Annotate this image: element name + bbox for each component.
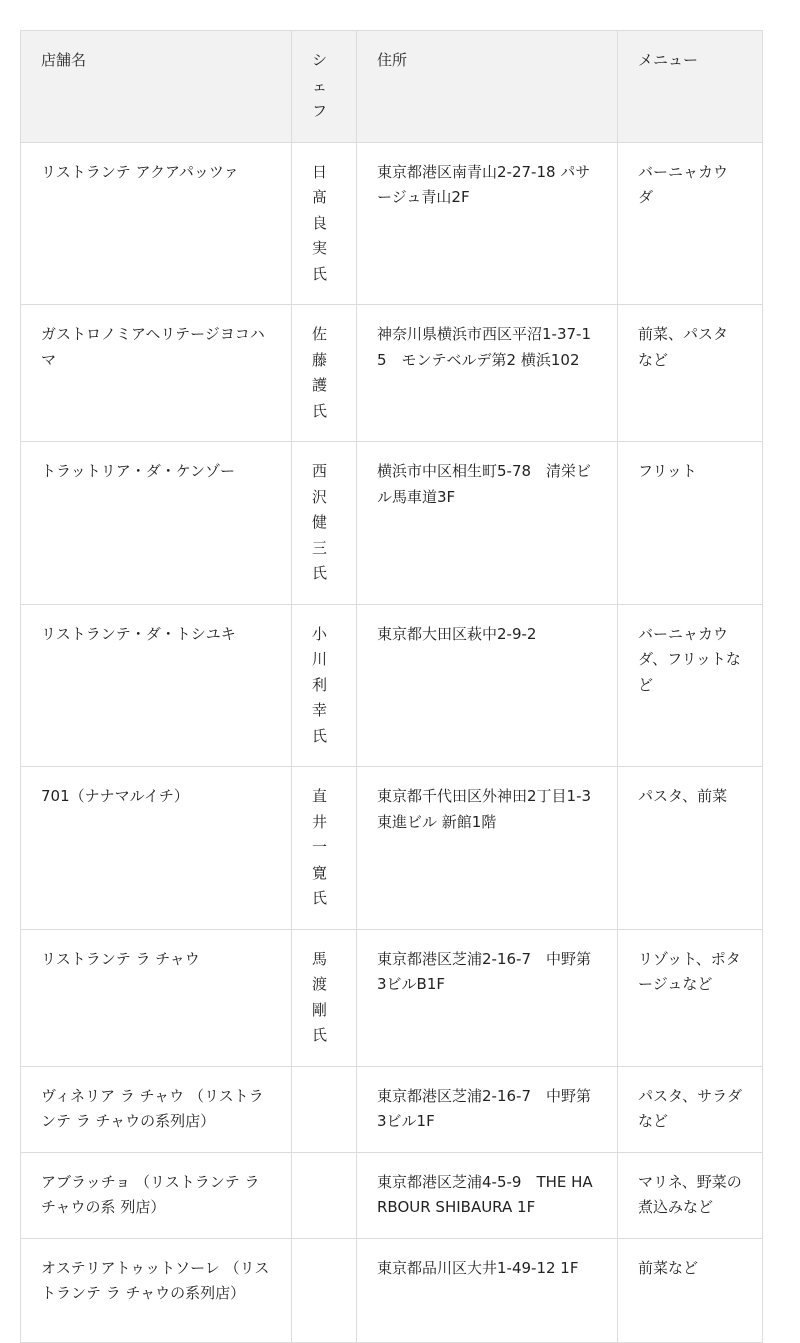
table-header <box>21 31 763 143</box>
cell-menu: マリネ、野菜の煮込みなど <box>618 1152 763 1238</box>
cell-address: 東京都大田区萩中2-9-2 <box>357 604 618 767</box>
header-row <box>21 31 763 143</box>
cell-name: リストランテ ラ チャウ <box>21 929 292 1066</box>
table-row <box>21 1238 763 1342</box>
cell-menu: 前菜、パスタなど <box>618 305 763 442</box>
cell-menu: 前菜など <box>618 1238 763 1342</box>
restaurant-table <box>20 30 763 1343</box>
cell-name: リストランテ アクアパッツァ <box>21 142 292 305</box>
cell-chef <box>292 1238 357 1342</box>
cell-menu: フリット <box>618 442 763 605</box>
table-row <box>21 1066 763 1152</box>
cell-name: トラットリア・ダ・ケンゾー <box>21 442 292 605</box>
header-name: 店舗名 <box>21 31 292 143</box>
cell-chef: 馬渡剛氏 <box>292 929 357 1066</box>
cell-menu: バーニャカウダ、フリットなど <box>618 604 763 767</box>
cell-menu: リゾット、ポタージュなど <box>618 929 763 1066</box>
cell-chef <box>292 1066 357 1152</box>
cell-address: 神奈川県横浜市西区平沼1-37-15 モンテベルデ第2 横浜102 <box>357 305 618 442</box>
cell-menu: バーニャカウダ <box>618 142 763 305</box>
table-row <box>21 1152 763 1238</box>
table-row <box>21 142 763 305</box>
cell-chef <box>292 1152 357 1238</box>
cell-chef: 直井一寛氏 <box>292 767 357 930</box>
cell-chef: 佐藤護氏 <box>292 305 357 442</box>
header-chef: シェフ <box>292 31 357 143</box>
cell-chef: 西沢健三氏 <box>292 442 357 605</box>
cell-address: 横浜市中区相生町5-78 清栄ビル馬車道3F <box>357 442 618 605</box>
cell-menu: パスタ、サラダなど <box>618 1066 763 1152</box>
table-row <box>21 767 763 930</box>
cell-address: 東京都港区芝浦4-5-9 THE HARBOUR SHIBAURA 1F <box>357 1152 618 1238</box>
cell-address: 東京都品川区大井1-49-12 1F <box>357 1238 618 1342</box>
table-row <box>21 442 763 605</box>
cell-address: 東京都港区芝浦2-16-7 中野第3ビル1F <box>357 1066 618 1152</box>
table-row <box>21 929 763 1066</box>
cell-name: ガストロノミアヘリテージヨコハマ <box>21 305 292 442</box>
cell-address: 東京都港区南青山2-27-18 パサージュ青山2F <box>357 142 618 305</box>
cell-address: 東京都港区芝浦2-16-7 中野第3ビルB1F <box>357 929 618 1066</box>
cell-menu: パスタ、前菜 <box>618 767 763 930</box>
header-address: 住所 <box>357 31 618 143</box>
cell-chef: 日髙良実氏 <box>292 142 357 305</box>
table-row <box>21 305 763 442</box>
cell-name: リストランテ・ダ・トシユキ <box>21 604 292 767</box>
cell-chef: 小川利幸氏 <box>292 604 357 767</box>
cell-name: オステリアトゥットソーレ （リストランテ ラ チャウの系列店） <box>21 1238 292 1342</box>
cell-name: アブラッチョ （リストランテ ラ チャウの系 列店） <box>21 1152 292 1238</box>
table-body <box>21 142 763 1342</box>
header-menu: メニュー <box>618 31 763 143</box>
table-row <box>21 604 763 767</box>
cell-name: 701（ナナマルイチ） <box>21 767 292 930</box>
cell-address: 東京都千代田区外神田2丁目1-3 東進ビル 新館1階 <box>357 767 618 930</box>
cell-name: ヴィネリア ラ チャウ （リストランテ ラ チャウの系列店） <box>21 1066 292 1152</box>
